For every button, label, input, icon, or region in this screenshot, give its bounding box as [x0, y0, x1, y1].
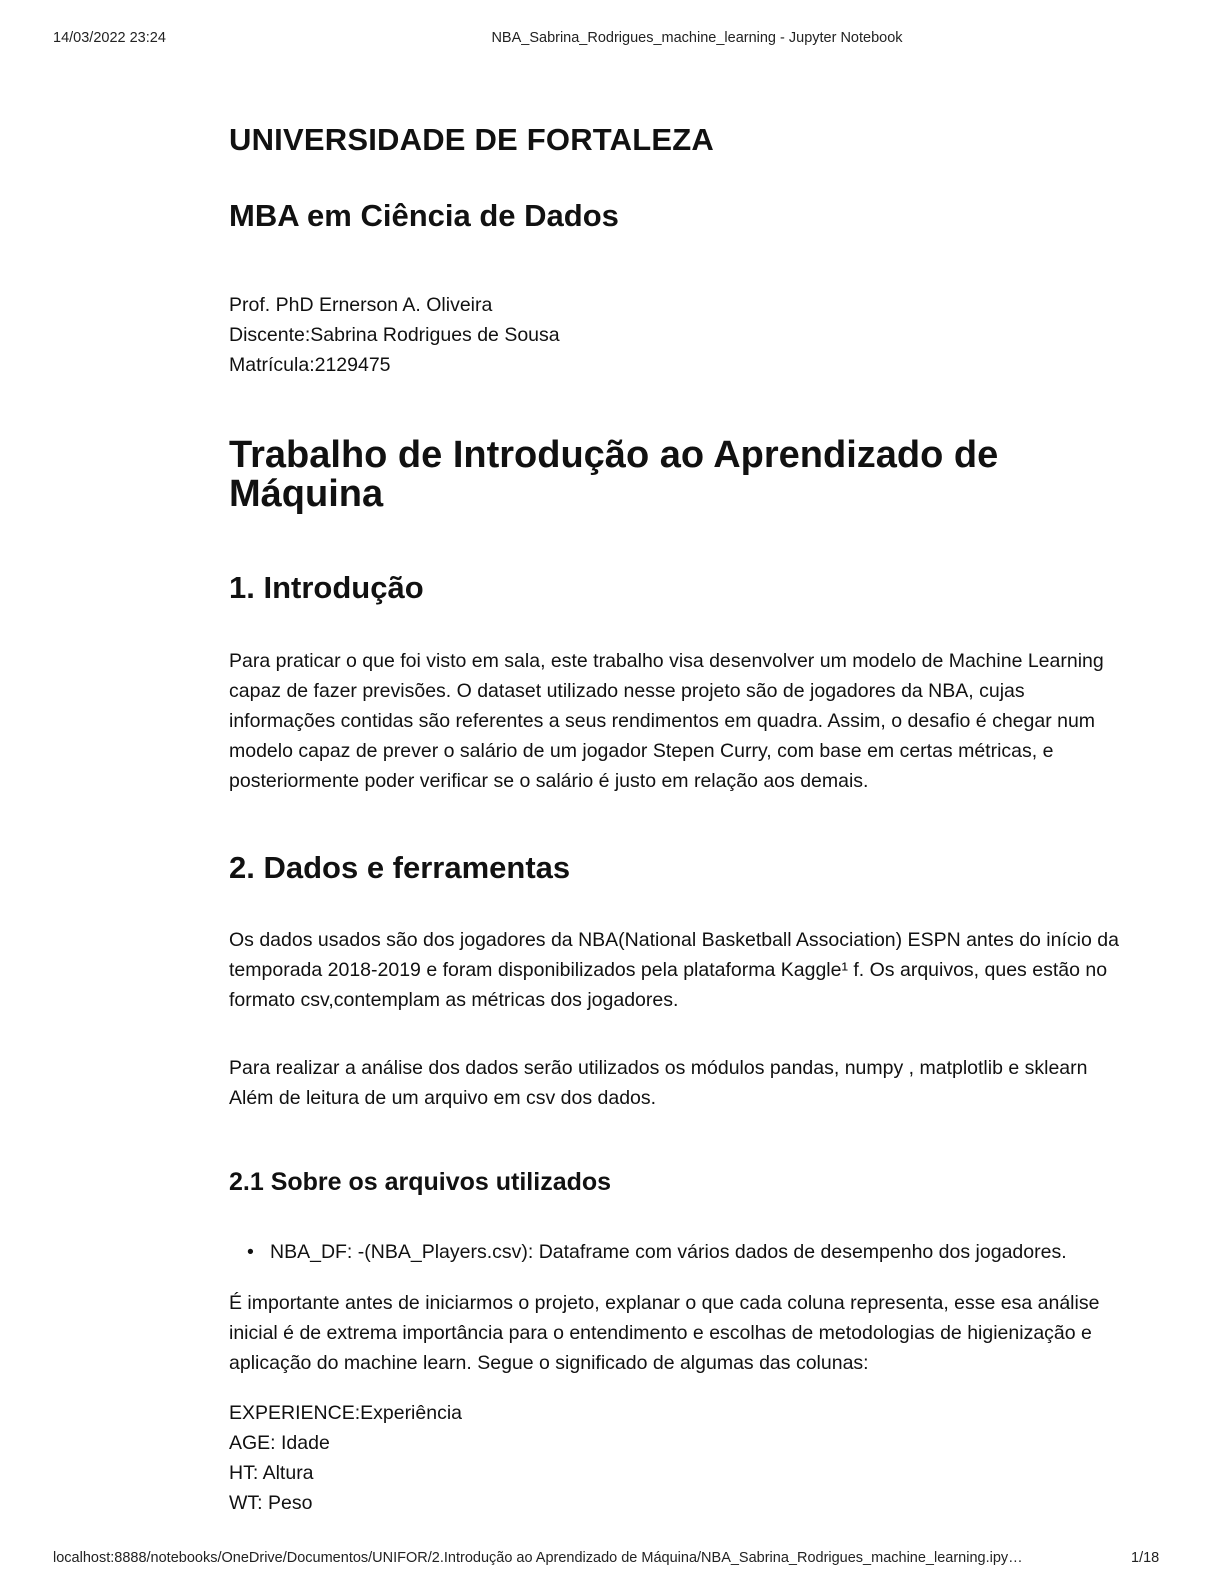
- section-data-tools-heading: 2. Dados e ferramentas: [229, 850, 571, 885]
- definition-age: AGE: Idade: [229, 1432, 330, 1454]
- university-heading: UNIVERSIDADE DE FORTALEZA: [229, 122, 714, 157]
- files-list: [229, 1237, 1067, 1267]
- print-page-title: NBA_Sabrina_Rodrigues_machine_learning - Jupyter Notebook: [491, 30, 903, 46]
- section-introduction-heading: 1. Introdução: [229, 570, 424, 605]
- credits-block: [229, 290, 560, 380]
- student-line: Discente:Sabrina Rodrigues de Sousa: [229, 324, 560, 346]
- introduction-paragraph: Para praticar o que foi visto em sala, este trabalho visa desenvolver um modelo de Machine Learning capaz de fazer previsões. O dataset utilizado nesse projeto são de jogadores da NBA, cujas informações contidas são referentes a seus rendimentos em quadra. Assim, o desafio é chegar num modelo capaz de prever o salário de um jogador Stepen Curry, com base em certas métricas, e posteriormente poder verificar se o salário é justo em relação aos demais.: [229, 650, 1104, 792]
- print-datetime: 14/03/2022 23:24: [53, 30, 166, 46]
- list-item-text: NBA_DF: -(NBA_Players.csv): Dataframe com vários dados de desempenho dos jogadores.: [270, 1241, 1067, 1263]
- professor-line: Prof. PhD Ernerson A. Oliveira: [229, 294, 493, 316]
- definition-experience: EXPERIENCE:Experiência: [229, 1402, 463, 1424]
- data-paragraph: Os dados usados são dos jogadores da NBA(National Basketball Association) ESPN antes do início da temporada 2018-2019 e foram disponibilizados pela plataforma Kaggle¹ f. Os arquivos, ques estão no formato csv,contemplam as métricas dos jogadores.: [229, 929, 1119, 1011]
- page-number: 1/18: [1131, 1550, 1160, 1566]
- registration-line: Matrícula:2129475: [229, 354, 391, 376]
- definition-height: HT: Altura: [229, 1462, 314, 1484]
- section-files-heading: 2.1 Sobre os arquivos utilizados: [229, 1168, 612, 1196]
- course-heading: MBA em Ciência de Dados: [229, 198, 619, 233]
- tools-paragraph: Para realizar a análise dos dados serão utilizados os módulos pandas, numpy , matplotlib e sklearn Além de leitura de um arquivo em csv dos dados.: [229, 1057, 1088, 1109]
- columns-intro-paragraph: É importante antes de iniciarmos o projeto, explanar o que cada coluna representa, esse esa análise inicial é de extrema importância para o entendimento e escolhas de metodologias de higienização e aplicação do machine learn. Segue o significado de algumas das colunas:: [229, 1292, 1100, 1374]
- print-footer: [0, 1550, 1224, 1570]
- print-url: localhost:8888/notebooks/OneDrive/Documentos/UNIFOR/2.Introdução ao Aprendizado de Máquina/NBA_Sabrina_Rodrigues_machine_learning.ipy…: [53, 1550, 1023, 1566]
- definition-weight: WT: Peso: [229, 1492, 313, 1514]
- main-title: Trabalho de Introdução ao Aprendizado de Máquina: [229, 434, 999, 515]
- column-definitions: [229, 1398, 462, 1518]
- bullet-icon: •: [247, 1241, 254, 1263]
- print-header: [0, 30, 1224, 50]
- list-item: [229, 1237, 1067, 1267]
